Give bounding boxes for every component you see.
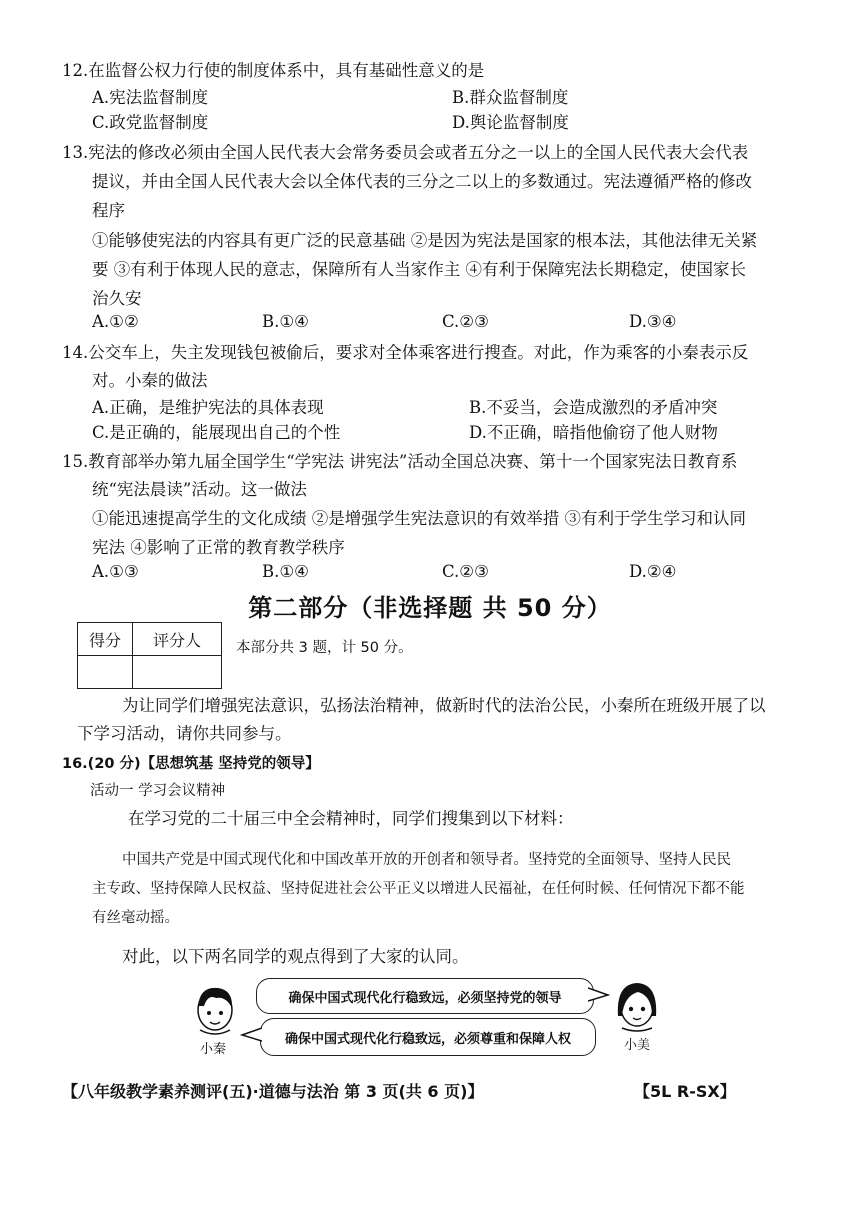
q15-stem-line-2: 统“宪法晨读”活动。这一做法 xyxy=(92,480,307,499)
q13-option-b: B.①④ xyxy=(262,312,309,331)
q13-option-c: C.②③ xyxy=(442,312,489,331)
score-table xyxy=(77,622,222,689)
score-cell[interactable] xyxy=(78,656,133,689)
q15-option-a: A.①③ xyxy=(92,562,139,581)
q16-activity-title: 活动一 学习会议精神 xyxy=(90,783,226,799)
speech-bubble-top xyxy=(256,978,594,1014)
q14-option-a: A.正确，是维护宪法的具体表现 xyxy=(92,398,324,417)
q14-stem-line-2: 对。小秦的做法 xyxy=(92,371,208,390)
q13-stem-line-3: 程序 xyxy=(92,201,125,220)
q16-lead: 在学习党的二十届三中全会精神时，同学们搜集到以下材料： xyxy=(128,809,574,828)
q13-stem-line-1: 13.宪法的修改必须由全国人民代表大会常务委员会或者五分之一以上的全国人民代表大会代表 xyxy=(62,143,749,162)
footer-right: 【5L R-SX】 xyxy=(634,1082,736,1101)
q14-option-b: B.不妥当，会造成激烈的矛盾冲突 xyxy=(469,398,718,417)
score-label: 得分 xyxy=(78,623,133,656)
intro-line-2: 下学习活动，请你共同参与。 xyxy=(77,724,292,743)
q12-stem: 12.在监督公权力行使的制度体系中，具有基础性意义的是 xyxy=(62,61,485,80)
xiaomei-portrait xyxy=(608,976,666,1034)
bubble-bottom-tail xyxy=(240,1026,262,1044)
q13-option-a: A.①② xyxy=(92,312,139,331)
grader-label: 评分人 xyxy=(133,623,222,656)
xiaoqin-name: 小秦 xyxy=(200,1042,227,1057)
q16-header: 16.(20 分)【思想筑基 坚持党的领导】 xyxy=(62,756,320,772)
q13-statement-line-2: 要 ③有利于体现人民的意志，保障所有人当家作主 ④有利于保障宪法长期稳定，使国家长 xyxy=(92,260,746,279)
q13-statement-line-1: ①能够使宪法的内容具有更广泛的民意基础 ②是因为宪法是国家的根本法，其他法律无关紧 xyxy=(92,231,758,250)
xiaomei-name: 小美 xyxy=(624,1038,651,1053)
q15-option-c: C.②③ xyxy=(442,562,489,581)
q12-option-b: B.群众监督制度 xyxy=(452,88,569,107)
q15-stem-line-1: 15.教育部举办第九届全国学生“学宪法 讲宪法”活动全国总决赛、第十一个国家宪法日教育系 xyxy=(62,452,738,471)
bubble-top-tail xyxy=(588,986,610,1004)
material-line-2: 主专政、坚持保障人民权益、坚持促进社会公平正义以增进人民福祉，在任何时候、任何情况下都不能 xyxy=(92,881,745,897)
q12-option-d: D.舆论监督制度 xyxy=(452,113,569,132)
view-lead: 对此，以下两名同学的观点得到了大家的认同。 xyxy=(122,947,469,966)
footer-left: 【八年级教学素养测评(五)·道德与法治 第 3 页(共 6 页)】 xyxy=(62,1082,484,1101)
q13-option-d: D.③④ xyxy=(629,312,677,331)
q14-stem-line-1: 14.公交车上，失主发现钱包被偷后，要求对全体乘客进行搜查。对此，作为乘客的小秦表示反 xyxy=(62,343,749,362)
part-two-note: 本部分共 3 题，计 50 分。 xyxy=(236,640,413,656)
bubble-top-text: 确保中国式现代化行稳致远，必须坚持党的领导 xyxy=(288,990,562,1006)
material-line-1: 中国共产党是中国式现代化和中国改革开放的开创者和领导者。坚持党的全面领导、坚持人民民 xyxy=(122,852,731,868)
q13-stem-line-2: 提议，并由全国人民代表大会以全体代表的三分之二以上的多数通过。宪法遵循严格的修改 xyxy=(92,172,752,191)
q15-statement-line-2: 宪法 ④影响了正常的教育教学秩序 xyxy=(92,538,345,557)
bubble-bottom-text: 确保中国式现代化行稳致远，必须尊重和保障人权 xyxy=(284,1031,571,1047)
speech-bubble-bottom xyxy=(260,1018,596,1056)
grader-cell[interactable] xyxy=(133,656,222,689)
q15-option-b: B.①④ xyxy=(262,562,309,581)
q13-statement-line-3: 治久安 xyxy=(92,289,142,308)
part-two-title: 第二部分（非选择题 共 50 分） xyxy=(248,594,612,622)
q15-statement-line-1: ①能迅速提高学生的文化成绩 ②是增强学生宪法意识的有效举措 ③有利于学生学习和认同 xyxy=(92,509,746,528)
q14-option-c: C.是正确的，能展现出自己的个性 xyxy=(92,423,341,442)
xiaoqin-portrait xyxy=(186,980,244,1038)
q12-option-c: C.政党监督制度 xyxy=(92,113,209,132)
intro-line-1: 为让同学们增强宪法意识，弘扬法治精神，做新时代的法治公民，小秦所在班级开展了以 xyxy=(122,696,766,715)
q15-option-d: D.②④ xyxy=(629,562,677,581)
q12-option-a: A.宪法监督制度 xyxy=(92,88,209,107)
q14-option-d: D.不正确，暗指他偷窃了他人财物 xyxy=(469,423,718,442)
material-line-3: 有丝毫动摇。 xyxy=(92,910,179,926)
